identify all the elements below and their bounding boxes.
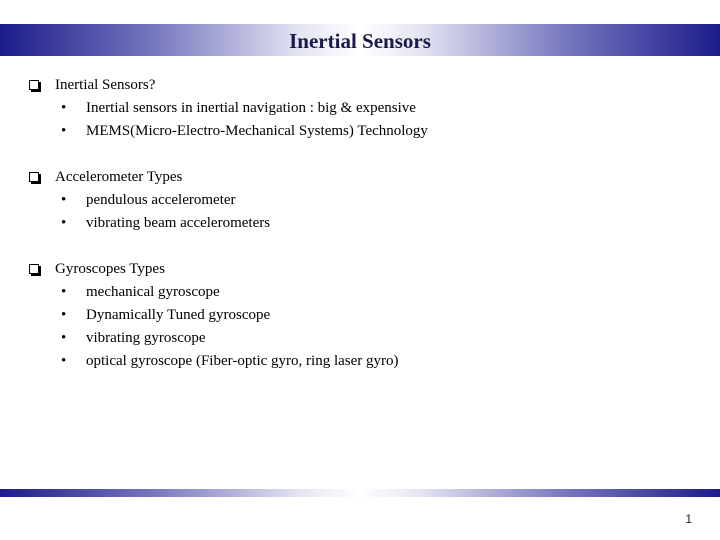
- bullet-icon: •: [61, 307, 67, 323]
- list-item-text: optical gyroscope (Fiber-optic gyro, ring laser gyro): [86, 353, 399, 369]
- section-heading: [0, 168, 720, 191]
- section-label: Gyroscopes Types: [55, 261, 165, 277]
- slide-title: Inertial Sensors: [289, 29, 431, 53]
- list-item-text: mechanical gyroscope: [86, 284, 220, 300]
- section-accelerometer-types: [0, 168, 720, 237]
- section-heading: [0, 76, 720, 99]
- slide-content: [0, 76, 720, 398]
- list-item: [0, 329, 720, 352]
- footer-bar: [0, 489, 720, 497]
- section-label: Accelerometer Types: [55, 169, 183, 185]
- section-heading: [0, 260, 720, 283]
- section-gyroscopes-types: [0, 260, 720, 375]
- list-item: [0, 306, 720, 329]
- bullet-icon: •: [61, 192, 67, 208]
- list-item: [0, 191, 720, 214]
- bullet-icon: •: [61, 330, 67, 346]
- list-item: [0, 99, 720, 122]
- checkbox-bullet-icon: [29, 172, 39, 182]
- bullet-icon: •: [61, 215, 67, 231]
- bullet-icon: •: [61, 123, 67, 139]
- bullet-icon: •: [61, 284, 67, 300]
- list-item: [0, 283, 720, 306]
- list-item-text: MEMS(Micro-Electro-Mechanical Systems) Technology: [86, 123, 428, 139]
- list-item-text: Inertial sensors in inertial navigation : big & expensive: [86, 100, 416, 116]
- checkbox-bullet-icon: [29, 264, 39, 274]
- list-item: [0, 352, 720, 375]
- page-number: 1: [685, 512, 692, 526]
- list-item-text: vibrating gyroscope: [86, 330, 206, 346]
- list-item: [0, 214, 720, 237]
- list-item-text: Dynamically Tuned gyroscope: [86, 307, 271, 323]
- list-item: [0, 122, 720, 145]
- section-inertial-sensors: [0, 76, 720, 145]
- list-item-text: pendulous accelerometer: [86, 192, 236, 208]
- checkbox-bullet-icon: [29, 80, 39, 90]
- bullet-icon: •: [61, 100, 67, 116]
- section-label: Inertial Sensors?: [55, 77, 156, 93]
- bullet-icon: •: [61, 353, 67, 369]
- list-item-text: vibrating beam accelerometers: [86, 215, 271, 231]
